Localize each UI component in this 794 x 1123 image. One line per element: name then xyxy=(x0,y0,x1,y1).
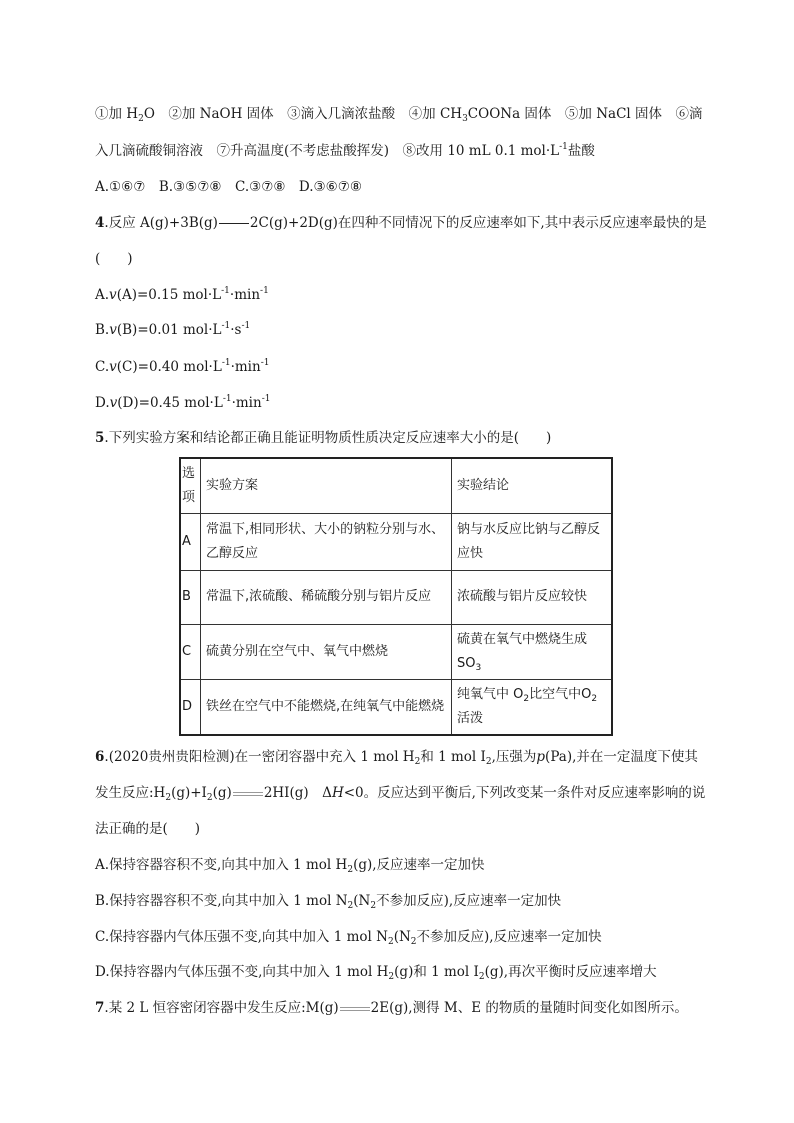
superscript: -1 xyxy=(241,321,251,331)
table-header-option: 选项 xyxy=(180,458,201,513)
table-cell-plan: 常温下,浓硫酸、稀硫酸分别与铝片反应 xyxy=(201,570,452,624)
text: 发生反应:H xyxy=(95,785,166,801)
text: B. xyxy=(95,322,110,338)
text: v xyxy=(109,287,117,303)
question-number: 5 xyxy=(95,430,105,446)
q6-stem-line-1 xyxy=(95,747,698,767)
superscript: -1 xyxy=(261,394,271,404)
table-cell-option: A xyxy=(180,513,201,570)
text: (g)和 1 mol I xyxy=(394,964,479,980)
text: 盐酸 xyxy=(567,143,595,159)
reaction-arrow xyxy=(219,220,249,228)
text: 不参加反应),反应速率一定加快 xyxy=(376,893,562,909)
text: 不参加反应),反应速率一定加快 xyxy=(416,929,602,945)
text: .反应 A(g)+3B(g) xyxy=(104,215,218,231)
text: (Pa),并在一定温度下使其 xyxy=(545,749,698,765)
q3-options-line-2 xyxy=(95,141,595,161)
text: 2C(g)+2D(g)在四种不同情况下的反应速率如下,其中表示反应速率最快的是 xyxy=(249,215,707,231)
subscript: 2 xyxy=(370,901,377,911)
table-cell-plan: 硫黄分别在空气中、氧气中燃烧 xyxy=(201,624,452,679)
text: ,压强为 xyxy=(491,749,537,765)
table-row xyxy=(180,570,612,624)
superscript: -1 xyxy=(222,394,232,404)
text: v xyxy=(109,322,117,338)
text: .(2020贵州贵阳检测)在一密闭容器中充入 1 mol H xyxy=(104,749,415,765)
text: 比空气中O xyxy=(529,686,592,702)
text: v xyxy=(109,395,118,411)
text: 活泼 xyxy=(457,710,484,726)
q4-option-b xyxy=(95,320,250,340)
table-cell-conclusion xyxy=(452,624,613,679)
text: ·min xyxy=(230,359,261,375)
text: (N xyxy=(393,929,411,945)
text: (B)=0.01 mol·L xyxy=(116,322,222,338)
question-number: 7 xyxy=(95,1000,105,1016)
q6-option-c xyxy=(95,927,602,947)
text: 和 1 mol I xyxy=(420,749,486,765)
text: COONa 固体 ⑤加 NaCl 固体 ⑥滴 xyxy=(467,106,703,122)
text: .下列实验方案和结论都正确且能证明物质性质决定反应速率大小的是( ) xyxy=(104,430,552,446)
text: (A)=0.15 mol·L xyxy=(116,287,222,303)
subscript: 2 xyxy=(591,693,598,704)
superscript: -1 xyxy=(260,286,269,296)
text: (g),再次平衡时反应速率增大 xyxy=(484,964,657,980)
question-number: 6 xyxy=(95,749,105,765)
table-cell-conclusion: 浓硫酸与铝片反应较快 xyxy=(452,570,613,624)
subscript: 2 xyxy=(387,937,394,947)
q7-stem xyxy=(95,998,688,1018)
q3-answer-options: A.①⑥⑦ B.③⑤⑦⑧ C.③⑦⑧ D.③⑥⑦⑧ xyxy=(95,179,362,195)
subscript: 2 xyxy=(410,937,417,947)
experiment-table xyxy=(179,457,613,736)
superscript: -1 xyxy=(221,358,231,368)
superscript: -1 xyxy=(221,321,231,331)
text: B.保持容器容积不变,向其中加入 1 mol N xyxy=(95,893,348,909)
text: (N xyxy=(353,893,371,909)
subscript: 3 xyxy=(462,114,468,124)
subscript: 3 xyxy=(475,662,482,673)
q6-option-a xyxy=(95,855,485,875)
question-number: 4 xyxy=(95,215,105,231)
subscript: 2 xyxy=(388,972,395,982)
q5-stem xyxy=(95,428,551,448)
subscript: 2 xyxy=(347,901,354,911)
text: D.保持容器内气体压强不变,向其中加入 1 mol H xyxy=(95,964,389,980)
subscript: 2 xyxy=(523,693,530,704)
text: 2HI(g) Δ xyxy=(263,785,332,801)
table-cell-plan: 铁丝在空气中不能燃烧,在纯氧气中能燃烧 xyxy=(201,679,452,735)
reversible-arrow xyxy=(233,790,263,798)
table-cell-option: C xyxy=(180,624,201,679)
text: H xyxy=(331,785,344,801)
table-cell-conclusion: 钠与水反应比钠与乙醇反应快 xyxy=(452,513,613,570)
superscript: -1 xyxy=(221,286,230,296)
text: O ②加 NaOH 固体 ③滴入几滴浓盐酸 ④加 CH xyxy=(143,106,463,122)
text: .某 2 L 恒容密闭容器中发生反应:M(g) xyxy=(104,1000,339,1016)
text: D. xyxy=(95,395,110,411)
subscript: 2 xyxy=(478,972,485,982)
text: C.保持容器内气体压强不变,向其中加入 1 mol N xyxy=(95,929,388,945)
reversible-arrow xyxy=(340,1005,370,1013)
text: ·min xyxy=(229,287,261,303)
text: v xyxy=(109,359,117,375)
q6-stem-line-3: 法正确的是( ) xyxy=(95,821,201,837)
text: ①加 H xyxy=(95,106,139,122)
q4-option-a xyxy=(95,285,269,305)
subscript: 2 xyxy=(485,757,492,767)
text: (g) xyxy=(212,785,232,801)
table-cell-option: B xyxy=(180,570,201,624)
text: (D)=0.45 mol·L xyxy=(117,395,223,411)
text: p xyxy=(536,749,546,765)
table-row xyxy=(180,513,612,570)
q4-stem xyxy=(95,213,707,233)
table-header-row xyxy=(180,458,612,513)
text: A.保持容器容积不变,向其中加入 1 mol H xyxy=(95,857,348,873)
table-header-conclusion: 实验结论 xyxy=(452,458,613,513)
subscript: 2 xyxy=(165,793,172,803)
text: 2E(g),测得 M、E 的物质的量随时间变化如图所示。 xyxy=(370,1000,688,1016)
text: ·s xyxy=(230,322,242,338)
table-cell-conclusion xyxy=(452,679,613,735)
superscript: -1 xyxy=(260,358,270,368)
table-row xyxy=(180,624,612,679)
table-cell-option: D xyxy=(180,679,201,735)
q6-option-b xyxy=(95,891,561,911)
text: (g),反应速率一定加快 xyxy=(353,857,485,873)
text: 纯氧气中 O xyxy=(457,686,524,702)
table-header-plan: 实验方案 xyxy=(201,458,452,513)
superscript: -1 xyxy=(559,142,568,152)
q4-option-d xyxy=(95,393,270,413)
subscript: 2 xyxy=(414,757,421,767)
text: <0。反应达到平衡后,下列改变某一条件对反应速率影响的说 xyxy=(343,785,706,801)
text: (C)=0.40 mol·L xyxy=(116,359,222,375)
text: (g)+I xyxy=(171,785,207,801)
subscript: 2 xyxy=(138,114,144,124)
q6-option-d xyxy=(95,962,657,982)
text: 硫黄在氧气中燃烧生成SO xyxy=(457,631,588,671)
text: 入几滴硫酸铜溶液 ⑦升高温度(不考虑盐酸挥发) ⑧改用 10 mL 0.1 mol·L xyxy=(95,143,560,159)
q3-options-line-1 xyxy=(95,104,703,124)
q6-stem-line-2 xyxy=(95,783,705,803)
table-cell-plan: 常温下,相同形状、大小的钠粒分别与水、乙醇反应 xyxy=(201,513,452,570)
text: ·min xyxy=(231,395,262,411)
text: A. xyxy=(95,287,110,303)
q4-option-c xyxy=(95,357,269,377)
subscript: 2 xyxy=(206,793,213,803)
subscript: 2 xyxy=(347,865,354,875)
q4-paren: ( ) xyxy=(95,251,133,267)
text: C. xyxy=(95,359,110,375)
table-row xyxy=(180,679,612,735)
